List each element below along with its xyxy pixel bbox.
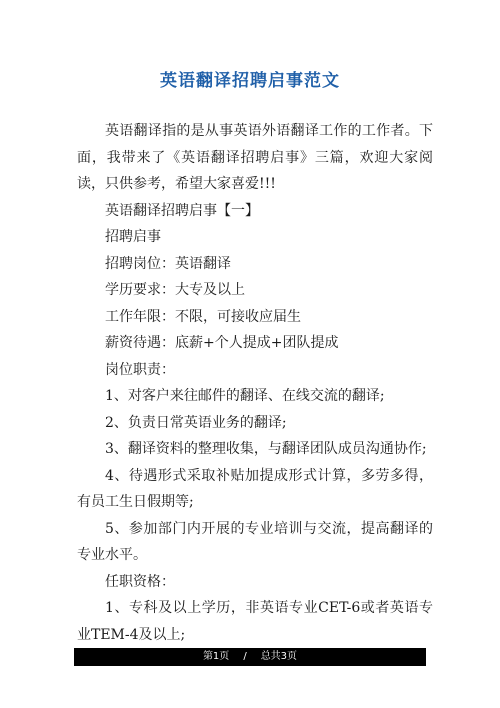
- page-separator: /: [243, 651, 247, 662]
- experience-line: 工作年限：不限，可接收应届生: [105, 308, 301, 325]
- duty-item: 3、翻译资料的整理收集，与翻译团队成员沟通协作;: [105, 441, 427, 457]
- education-line: 学历要求：大专及以上: [105, 282, 245, 298]
- qualification-item: 1、专科及以上学历，非英语专业CET-6或者英语专业TEM-4及以上;: [77, 600, 433, 643]
- duty-item: 4、待遇形式采取补贴加提成形式计算，多劳多得，有员工生日假期等;: [77, 467, 433, 510]
- duty-item: 2、负责日常英语业务的翻译;: [105, 414, 287, 431]
- duties-heading: 岗位职责：: [105, 361, 175, 378]
- document-body: [77, 118, 433, 648]
- section-heading: 英语翻译招聘启事【一】: [105, 202, 259, 219]
- intro-paragraph: 英语翻译指的是从事英语外语翻译工作的工作者。下面，我带来了《英语翻译招聘启事》三篇，欢迎大家阅读，只供参考，希望大家喜爱!!!: [77, 123, 433, 192]
- job-position-line: 招聘岗位：英语翻译: [105, 255, 231, 272]
- duty-item: 1、对客户来往邮件的翻译、在线交流的翻译;: [105, 388, 385, 404]
- document-title: 英语翻译招聘启事范文: [160, 71, 340, 91]
- total-pages-label: 总共3页: [260, 651, 298, 662]
- salary-line: 薪资待遇：底薪+个人提成+团队提成: [105, 335, 339, 351]
- page-footer: [74, 648, 426, 666]
- duty-item: 5、参加部门内开展的专业培训与交流，提高翻译的专业水平。: [77, 520, 433, 563]
- notice-heading: 招聘启事: [105, 229, 161, 245]
- current-page-label: 第1页: [202, 651, 230, 662]
- qualifications-heading: 任职资格：: [105, 573, 175, 590]
